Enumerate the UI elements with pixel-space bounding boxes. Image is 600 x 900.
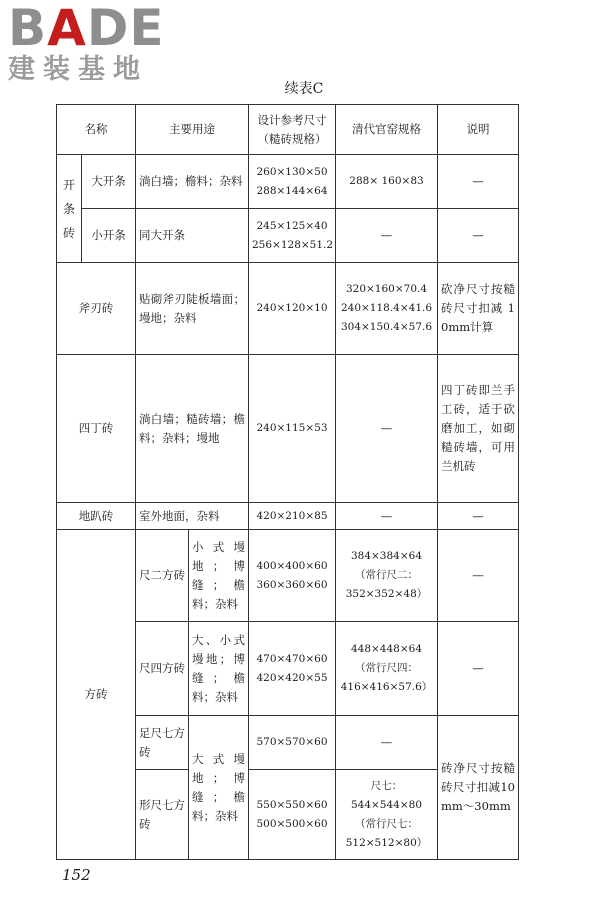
- header-size: 设计参考尺寸 （糙砖规格）: [249, 105, 336, 155]
- cell-name: 尺二方砖: [136, 530, 189, 622]
- table-row: [57, 503, 519, 530]
- cell-size: 400×400×60 360×360×60: [249, 530, 336, 622]
- cell-usage: 小式墁地；博缝；檐料；杂料: [189, 530, 249, 622]
- cell-usage: 淌白墙；糙砖墙；檐料；杂料；墁地: [136, 355, 249, 503]
- cell-note: —: [438, 155, 519, 209]
- cell-qing: —: [336, 355, 438, 503]
- cell-note: —: [438, 209, 519, 263]
- cell-size: 240×115×53: [249, 355, 336, 503]
- cell-note: —: [438, 503, 519, 530]
- cell-usage: 贴砌斧刃陡板墙面；墁地；杂料: [136, 263, 249, 355]
- cell-size: 570×570×60: [249, 716, 336, 770]
- cell-qing: 448×448×64 （常行尺四： 416×416×57.6）: [336, 622, 438, 716]
- cell-size: 240×120×10: [249, 263, 336, 355]
- cell-name: 尺四方砖: [136, 622, 189, 716]
- cell-note: 砖净尺寸按糙砖尺寸扣减10mm～30mm: [438, 716, 519, 860]
- group-fangzhuan: 方砖: [57, 530, 136, 860]
- cell-name: 足尺七方砖: [136, 716, 189, 770]
- cell-name: 四丁砖: [57, 355, 136, 503]
- cell-name: 形尺七方砖: [136, 770, 189, 860]
- table-row: [57, 355, 519, 503]
- brand-subtitle: 建装基地: [8, 54, 148, 85]
- cell-size: 470×470×60 420×420×55: [249, 622, 336, 716]
- table-row: [57, 209, 519, 263]
- group-kaitiao: [57, 155, 82, 263]
- table-caption: 续表C: [284, 81, 324, 97]
- brand-wordmark: BADE: [8, 0, 165, 57]
- cell-size: 420×210×85: [249, 503, 336, 530]
- cell-qing: 320×160×70.4 240×118.4×41.6 304×150.4×57.6: [336, 263, 438, 355]
- table-row: [57, 155, 519, 209]
- cell-note: 四丁砖即兰手工砖，适于砍磨加工，如砌糙砖墙，可用兰机砖: [438, 355, 519, 503]
- header-row: [57, 105, 519, 155]
- cell-size: 260×130×50 288×144×64: [249, 155, 336, 209]
- cell-qing: 384×384×64 （常行尺二： 352×352×48）: [336, 530, 438, 622]
- header-usage: 主要用途: [136, 105, 249, 155]
- cell-qing: —: [336, 503, 438, 530]
- page-number: 152: [62, 866, 91, 884]
- cell-name: 斧刃砖: [57, 263, 136, 355]
- cell-qing: 288× 160×83: [336, 155, 438, 209]
- cell-qing: —: [336, 716, 438, 770]
- cell-note: —: [438, 622, 519, 716]
- group-kaitiao-label: 开 条 砖: [62, 177, 75, 240]
- cell-usage: 室外地面，杂料: [136, 503, 249, 530]
- cell-usage: 淌白墙；檐料；杂料: [136, 155, 249, 209]
- cell-size: 550×550×60 500×500×60: [249, 770, 336, 860]
- cell-note: 砍净尺寸按糙砖尺寸扣减 10mm计算: [438, 263, 519, 355]
- brand-accent-letter: A: [47, 0, 87, 57]
- table-row: [57, 530, 519, 622]
- header-name: 名称: [57, 105, 136, 155]
- cell-size: 245×125×40 256×128×51.2: [249, 209, 336, 263]
- table-row: [57, 263, 519, 355]
- brick-spec-table: [56, 104, 519, 860]
- brand-logo: [8, 2, 178, 86]
- cell-usage: 大、小式墁地；博缝；檐料；杂料: [189, 622, 249, 716]
- cell-usage: 同大开条: [136, 209, 249, 263]
- header-qing: 清代官窑规格: [336, 105, 438, 155]
- cell-name: 小开条: [82, 209, 136, 263]
- header-note: 说明: [438, 105, 519, 155]
- cell-qing: 尺七： 544×544×80 （常行尺七： 512×512×80）: [336, 770, 438, 860]
- cell-name: 大开条: [82, 155, 136, 209]
- cell-usage: 大式墁地；博缝；檐料；杂料: [189, 716, 249, 860]
- cell-name: 地趴砖: [57, 503, 136, 530]
- cell-qing: —: [336, 209, 438, 263]
- cell-note: —: [438, 530, 519, 622]
